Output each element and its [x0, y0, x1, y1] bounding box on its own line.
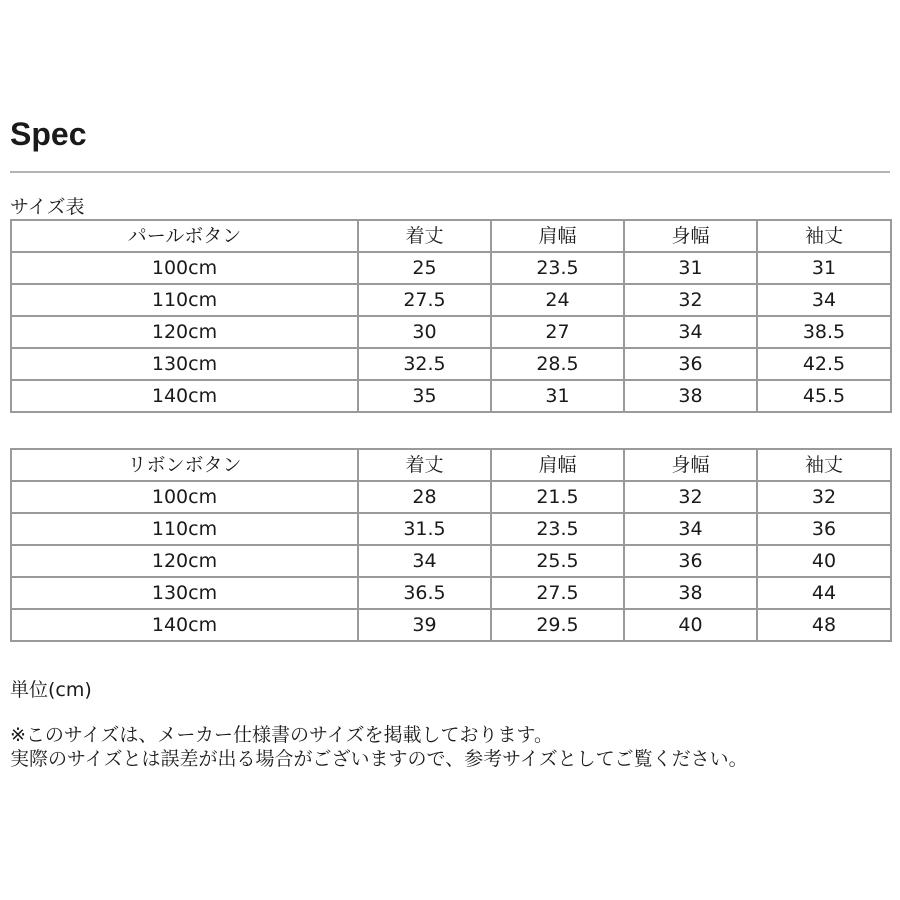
measurement-cell: 36.5 — [358, 577, 491, 609]
size-label-cell: 100cm — [11, 252, 358, 284]
ribbon-button-size-table — [10, 448, 892, 642]
measurement-cell: 27.5 — [491, 577, 624, 609]
size-label-cell: 100cm — [11, 481, 358, 513]
table-header-row — [11, 220, 891, 252]
measurement-cell: 38 — [624, 577, 757, 609]
size-label-cell: 110cm — [11, 513, 358, 545]
measurement-cell: 32 — [624, 481, 757, 513]
size-label-cell: 140cm — [11, 609, 358, 641]
measurement-cell: 44 — [757, 577, 891, 609]
measurement-cell: 31 — [757, 252, 891, 284]
measurement-cell: 38.5 — [757, 316, 891, 348]
table-row — [11, 316, 891, 348]
measurement-cell: 29.5 — [491, 609, 624, 641]
size-label-cell: 130cm — [11, 577, 358, 609]
measurement-cell: 36 — [624, 545, 757, 577]
measurement-cell: 48 — [757, 609, 891, 641]
measurement-cell: 35 — [358, 380, 491, 412]
table-row — [11, 481, 891, 513]
size-label-cell: 110cm — [11, 284, 358, 316]
measurement-cell: 30 — [358, 316, 491, 348]
measurement-cell: 24 — [491, 284, 624, 316]
measurement-cell: 39 — [358, 609, 491, 641]
measurement-cell: 34 — [358, 545, 491, 577]
measurement-cell: 31 — [491, 380, 624, 412]
table-row — [11, 348, 891, 380]
disclaimer-line-1: ※このサイズは、メーカー仕様書のサイズを掲載しております。 — [10, 724, 553, 746]
size-table-caption: サイズ表 — [10, 196, 85, 218]
title-divider — [10, 171, 890, 173]
unit-note: 単位(cm) — [10, 679, 92, 701]
length-header-cell: 着丈 — [358, 449, 491, 481]
measurement-cell: 34 — [757, 284, 891, 316]
length-header-cell: 着丈 — [358, 220, 491, 252]
size-label-cell: 140cm — [11, 380, 358, 412]
measurement-cell: 40 — [624, 609, 757, 641]
measurement-cell: 36 — [757, 513, 891, 545]
measurement-cell: 27 — [491, 316, 624, 348]
table-row — [11, 545, 891, 577]
size-label-cell: 130cm — [11, 348, 358, 380]
measurement-cell: 45.5 — [757, 380, 891, 412]
table-row — [11, 577, 891, 609]
measurement-cell: 38 — [624, 380, 757, 412]
measurement-cell: 25.5 — [491, 545, 624, 577]
model-header-cell: パールボタン — [11, 220, 358, 252]
size-label-cell: 120cm — [11, 316, 358, 348]
table-row — [11, 609, 891, 641]
size-label-cell: 120cm — [11, 545, 358, 577]
measurement-cell: 31.5 — [358, 513, 491, 545]
measurement-cell: 23.5 — [491, 252, 624, 284]
sleeve-header-cell: 袖丈 — [757, 220, 891, 252]
measurement-cell: 25 — [358, 252, 491, 284]
measurement-cell: 28.5 — [491, 348, 624, 380]
measurement-cell: 23.5 — [491, 513, 624, 545]
page-title: Spec — [10, 116, 87, 152]
measurement-cell: 31 — [624, 252, 757, 284]
measurement-cell: 34 — [624, 316, 757, 348]
measurement-cell: 32 — [624, 284, 757, 316]
table-header-row — [11, 449, 891, 481]
measurement-cell: 28 — [358, 481, 491, 513]
measurement-cell: 27.5 — [358, 284, 491, 316]
chest-header-cell: 身幅 — [624, 449, 757, 481]
model-header-cell: リボンボタン — [11, 449, 358, 481]
pearl-button-size-table — [10, 219, 892, 413]
measurement-cell: 32 — [757, 481, 891, 513]
table-row — [11, 513, 891, 545]
chest-header-cell: 身幅 — [624, 220, 757, 252]
sleeve-header-cell: 袖丈 — [757, 449, 891, 481]
measurement-cell: 32.5 — [358, 348, 491, 380]
measurement-cell: 21.5 — [491, 481, 624, 513]
measurement-cell: 42.5 — [757, 348, 891, 380]
shoulder-header-cell: 肩幅 — [491, 449, 624, 481]
table-row — [11, 284, 891, 316]
disclaimer-line-2: 実際のサイズとは誤差が出る場合がございますので、参考サイズとしてご覧ください。 — [10, 748, 748, 770]
table-row — [11, 380, 891, 412]
measurement-cell: 36 — [624, 348, 757, 380]
table-row — [11, 252, 891, 284]
measurement-cell: 40 — [757, 545, 891, 577]
shoulder-header-cell: 肩幅 — [491, 220, 624, 252]
measurement-cell: 34 — [624, 513, 757, 545]
